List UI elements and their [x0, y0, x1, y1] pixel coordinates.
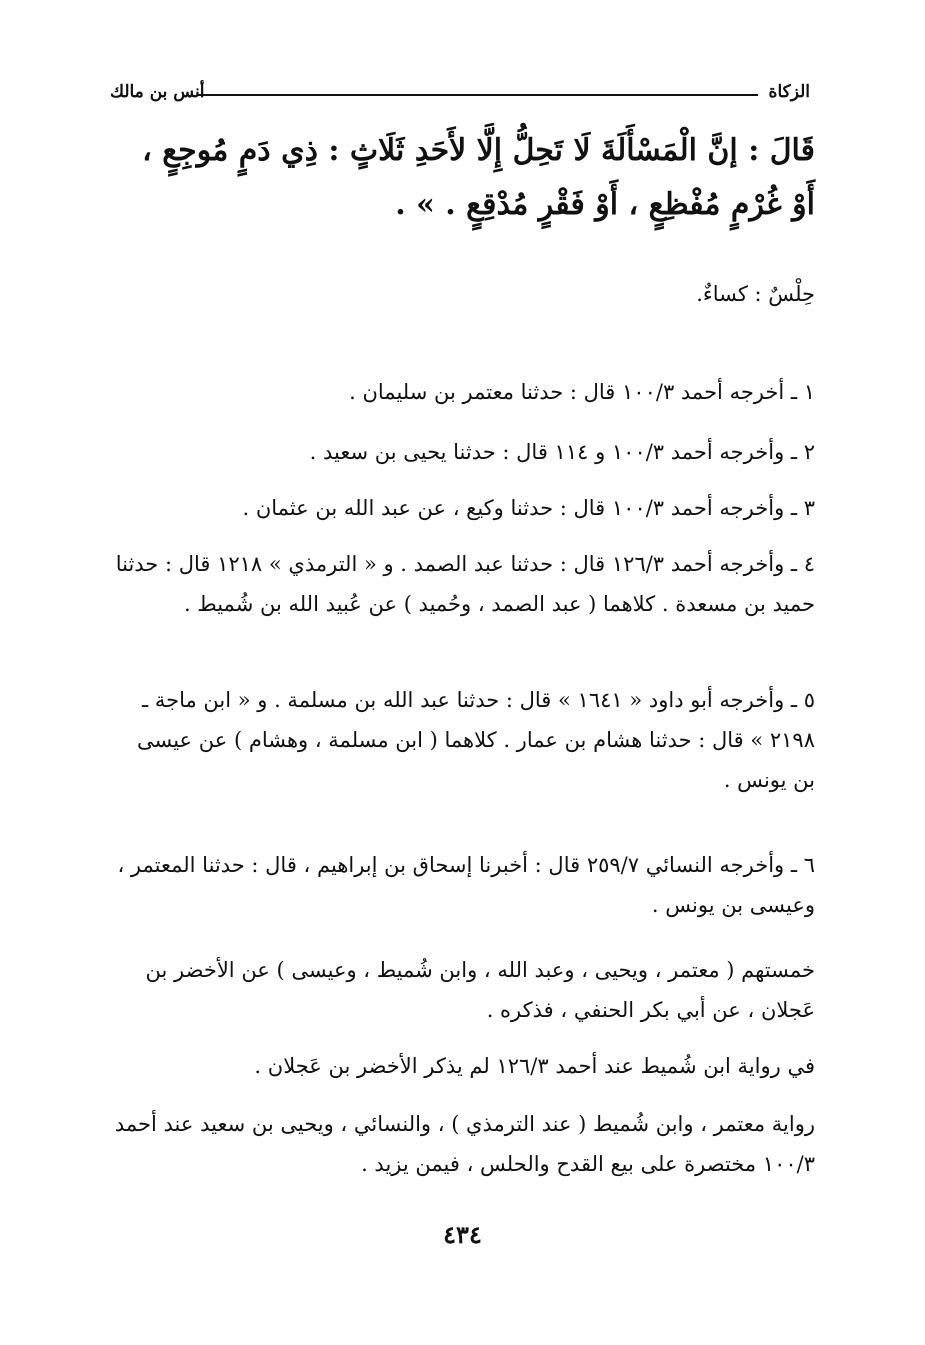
running-header	[110, 82, 810, 108]
footnote-2: ٢ ـ وأخرجه أحمد ١٠٠/٣ و ١١٤ قال : حدثنا يحيى بن سعيد .	[309, 440, 815, 464]
footnote-5: ٥ ـ وأخرجه أبو داود « ١٦٤١ » قال : حدثنا عبد الله بن مسلمة . و « ابن ماجة ـ ٢١٩٨ » قال : حدثنا هشام بن عمار . كلاهما ( ابن مسلمة ، وهشام ) عن عيسى بن يونس .	[136, 688, 815, 792]
section-title: الزكاة	[768, 82, 810, 102]
word-gloss: حِلْسٌ : كساءٌ.	[696, 282, 815, 306]
header-rule	[198, 94, 758, 96]
commentary-paragraph: في رواية ابن شُميط عند أحمد ١٢٦/٣ لم يذكر الأخضر بن عَجلان .	[254, 1054, 815, 1078]
hadith-text: قَالَ : إنَّ الْمَسْأَلَةَ لَا تَحِلُّ إِلَّا لأَحَدِ ثَلَاثٍ : ذِي دَمٍ مُوجِعٍ ، أَوْ غُرْمٍ مُفْظِعٍ ، أَوْ فَقْرٍ مُدْقِعٍ . » .	[142, 133, 815, 222]
footnote-4: ٤ ـ وأخرجه أحمد ١٢٦/٣ قال : حدثنا عبد الصمد . و « الترمذي » ١٢١٨ قال : حدثنا حميد بن مسعدة . كلاهما ( عبد الصمد ، وحُميد ) عن عُبيد الله بن شُميط .	[115, 552, 815, 616]
page-number: ٤٣٤	[443, 1220, 482, 1249]
footnote-6: ٦ ـ وأخرجه النسائي ٢٥٩/٧ قال : أخبرنا إسحاق بن إبراهيم ، قال : حدثنا المعتمر ، وعيسى بن يونس .	[117, 853, 815, 917]
commentary-paragraph: خمستهم ( معتمر ، ويحيى ، وعبد الله ، وابن شُميط ، وعيسى ) عن الأخضر بن عَجلان ، عن أبي بكر الحنفي ، فذكره .	[145, 958, 815, 1022]
commentary-paragraph: رواية معتمر ، وابن شُميط ( عند الترمذي ) ، والنسائي ، ويحيى بن سعيد عند أحمد ١٠٠/٣ مختصرة على بيع القدح والحلس ، فيمن يزيد .	[114, 1112, 815, 1176]
footnote-1: ١ ـ أخرجه أحمد ١٠٠/٣ قال : حدثنا معتمر بن سليمان .	[349, 380, 815, 404]
narrator-title: أنس بن مالك	[110, 82, 205, 102]
footnote-3: ٣ ـ وأخرجه أحمد ١٠٠/٣ قال : حدثنا وكيع ، عن عبد الله بن عثمان .	[242, 496, 815, 520]
